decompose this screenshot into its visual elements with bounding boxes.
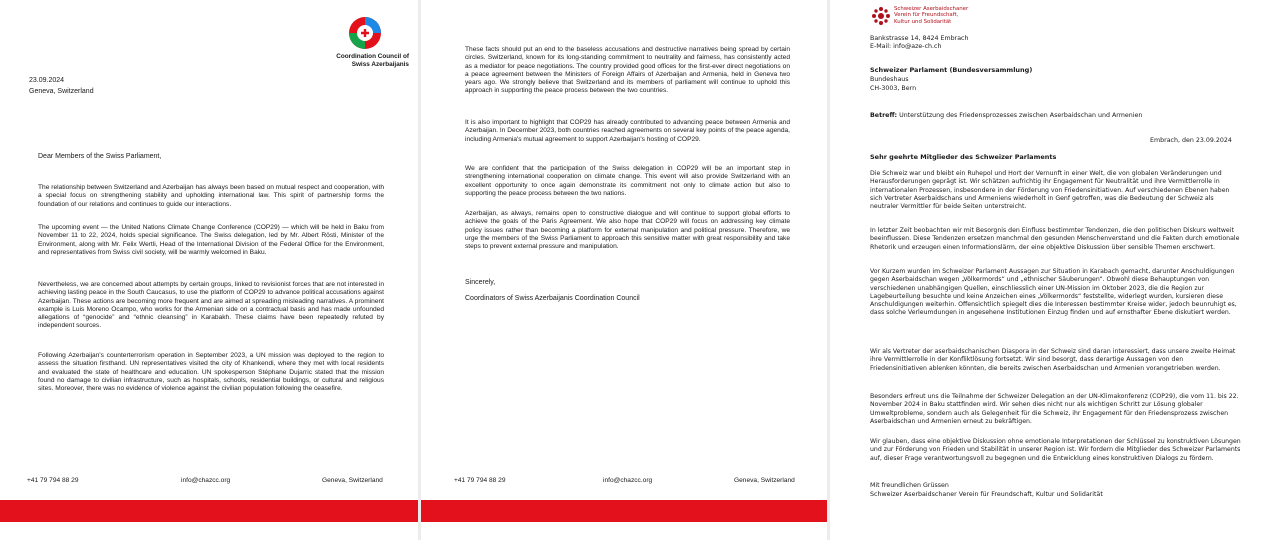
letter-page-1 [0, 0, 418, 540]
paragraph: The relationship between Switzerland and Azerbaijan has always been based on mutual respect and cooperation, with a special focus on strengthening stability and upholding international law. This spirit of partnership forms the foundation of our relations and continues to guide our interactions. [38, 184, 384, 208]
footer-email[interactable]: info@chazcc.org [181, 477, 231, 484]
paragraph: Azerbaijan, as always, remains open to constructive dialogue and will continue to support global efforts to achieve the goals of the Paris Agreement. We also hope that COP29 will focus on addressing key climate policy issues rather than becoming a platform for external manipulation and political pressure. Therefore, we urge the members of the Swiss Parliament to approach this sensitive matter with great responsibility and take steps to prevent external pressure and manipulation. [465, 210, 790, 251]
paragraph: Vor Kurzem wurden im Schweizer Parlament Aussagen zur Situation in Karabach gemacht, darunter Anschuldigungen gegen Aserbaidschan wegen „Völkermords“ und „ethnischer Säuberungen“. Obwohl diese Behauptungen von verschiedenen unabhängigen Quellen, einschliesslich einer UN-Mission im Oktober 2023, die die Region zur Lagebeurteilung besuchte und keine Anzeichen eines „Völkermords“ feststellte, widerlegt wurden, kursieren diese Anschuldigungen weiterhin. Offensichtlich spiegelt dies die Interessen bestimmter Kreise wider, jedoch beunruhigt es, dass solche Verleumdungen in angesehene Institutionen Einzug finden und auf ernsthafter Ebene diskutiert werden. [870, 268, 1237, 317]
letter-page-3 [830, 0, 1280, 540]
paragraph: We are confident that the participation of the Swiss delegation in COP29 will be an important step in strengthening international cooperation on climate change. This event will also provide Switzerland with an excellent opportunity to once again demonstrate its commitment not only to climate action but also to supporting the peace process between the two nations. [465, 165, 790, 197]
footer-red-bar [421, 500, 827, 522]
closing: Mit freundlichen Grüssen [870, 482, 949, 489]
footer-phone: +41 79 794 88 29 [27, 477, 79, 484]
footer-red-bar [0, 500, 418, 522]
footer-place: Geneva, Switzerland [734, 477, 795, 484]
closing: Sincerely, [465, 279, 496, 286]
org-name-line1: Coordination Council of [336, 53, 409, 60]
organization-name [319, 53, 409, 68]
subject-line [870, 111, 1142, 120]
letter-date: 23.09.2024 [29, 77, 65, 84]
sender-line: Schweizer Aserbaidschaner [894, 6, 969, 12]
sender-name [894, 6, 968, 25]
letter-page-2 [421, 0, 827, 540]
subject-text: Unterstützung des Friedensprozesses zwischen Aserbaidschan und Armenien [897, 112, 1143, 119]
paragraph: Wir glauben, dass eine objektive Diskussion ohne emotionale Interpretationen der Schlüssel zu konstruktiven Lösungen und zur Förderung von Frieden und Stabilität in unserer Region ist. Wir fordern die Mitglieder des Schweizer Parlaments auf, dieser Frage verantwortungsvoll zu begegnen und die Entwicklung eines konstruktiven Dialogs zu fördern. [870, 438, 1241, 462]
subject-label: Betreff: [870, 112, 898, 119]
footer-phone: +41 79 794 88 29 [454, 477, 506, 484]
org-name-line2: Swiss Azerbaijanis [351, 60, 409, 68]
paragraph: It is also important to highlight that COP29 has already contributed to advancing peace between Armenia and Azerbaijan. In December 2023, both countries reached agreements on several key points of the peace agenda, including Armenia's mutual agreement to support Azerbaijan's hosting of COP29. [465, 119, 790, 143]
letter-place: Geneva, Switzerland [29, 88, 94, 95]
footer-email[interactable]: info@chazcc.org [603, 477, 653, 484]
signature: Coordinators of Swiss Azerbaijanis Coordination Council [465, 295, 640, 302]
salutation: Sehr geehrte Mitglieder des Schweizer Parlaments [870, 153, 1057, 161]
paragraph: These facts should put an end to the baseless accusations and destructive narratives being spread by certain circles. Switzerland, known for its long-standing commitment to neutrality and fairness, has consistently acted as a mediator for peace negotiations. The country provided good offices for the first-ever direct negotiations on a peace agreement between the Ministers of Foreign Affairs of Azerbaijan and Armenia, held in Geneva two years ago. We strongly believe that Switzerland and its members of parliament will continue to uphold this approach in supporting the peace process between the two countries. [465, 46, 790, 95]
recipient-line2: Bundeshaus [870, 76, 909, 83]
salutation: Dear Members of the Swiss Parliament, [38, 153, 162, 160]
sender-line: Verein für Freundschaft, [894, 12, 959, 19]
paragraph: Die Schweiz war und bleibt ein Ruhepol und Hort der Vernunft in einer Welt, die von globalen Veränderungen und Herausforderungen geprägt ist. Wir schätzen aufrichtig ihr Engagement für Neutralität und ihre Vermittlerrolle in internationalen Prozessen, insbesondere in der Förderung von Friedensinitiativen. Auf verschiedenen Ebenen haben sich Vertreter Aserbaidschans und Armeniens wiederholt in Genf getroffen, was die Bedeutung der Schweiz als neutraler Vermittler für beide Seiten unterstreicht. [870, 170, 1230, 211]
paragraph: Nevertheless, we are concerned about attempts by certain groups, linked to revisionist forces that are not interested in achieving lasting peace in the South Caucasus, to use the platform of COP29 to advance political accusations against Azerbaijan. These actions are becoming more frequent and are aimed at spreading misleading narratives. A prominent example is Luis Moreno Ocampo, who works for the Armenian side on a contractual basis and has made unfounded allegations of “genocide” and “ethnic cleansing” in Karabakh. These claims have been repeatedly refuted by independent sources. [38, 281, 384, 330]
footer-place: Geneva, Switzerland [322, 477, 383, 484]
paragraph: Besonders erfreut uns die Teilnahme der Schweizer Delegation an der UN-Klimakonferenz (COP29), die vom 11. bis 22. November 2024 in Baku stattfinden wird. Wir sehen dies nicht nur als wichtigen Schritt zur Lösung globaler Umweltprobleme, sondern auch als Gelegenheit für die Schweiz, ihr Engagement für den Friedensprozess zwischen Aserbaidschan und Armenien erneut zu bekräftigen. [870, 393, 1239, 425]
paragraph: In letzter Zeit beobachten wir mit Besorgnis den Einfluss bestimmter Tendenzen, die den politischen Diskurs weltweit beeinflussen. Diese Tendenzen ersetzen manchmal den gesunden Menschenverstand und die Fakten durch emotionale Rhetorik und erzeugen einen Informationslärm, der eine objektive Diskussion über sensible Themen erschwert. [870, 227, 1240, 251]
association-logo-icon [871, 6, 891, 26]
signature: Schweizer Aserbaidschaner Verein für Freundschaft, Kultur und Solidarität [870, 491, 1103, 498]
sender-email[interactable]: E-Mail: info@aze-ch.ch [870, 43, 942, 50]
recipient-line1: Schweizer Parlament (Bundesversammlung) [870, 66, 1033, 74]
paragraph: Following Azerbaijan's counterterrorism operation in September 2023, a UN mission was deployed to the region to assess the situation firsthand. UN representatives visited the city of Khankendi, where they met with local residents and evaluated the state of healthcare and education. UN spokesperson Stéphane Dujarric stated that the mission found no damage to civilian infrastructure, such as hospitals, schools, residential buildings, or cultural and religious sites. Moreover, there was no evidence of violence against the civilian population following the ceasefire. [38, 352, 384, 393]
paragraph: Wir als Vertreter der aserbaidschanischen Diaspora in der Schweiz sind daran interessiert, dass unsere zweite Heimat ihre Vermittlerrolle in der Konfliktlösung fortsetzt. Wir sind besorgt, dass derartige Aussagen von den Friedensinitiativen ablenken könnten, die bereits zwischen Aserbaidschan und Armenien vorangetrieben werden. [870, 348, 1236, 372]
recipient-line3: CH-3003, Bern [870, 85, 917, 92]
sender-line: Kultur und Solidarität [894, 18, 952, 25]
council-logo-icon [347, 15, 383, 51]
paragraph: The upcoming event — the United Nations Climate Change Conference (COP29) — which will be held in Baku from November 11 to 22, 2024, holds special significance. The Swiss delegation, led by Mr. Albert Rösti, Minister of the Environment, along with Mr. Felix Wertli, Head of the International Division of the Federal Office for the Environment, and representatives from Swiss civil society, will be warmly welcomed in Baku. [38, 224, 384, 256]
sender-street: Bankstrasse 14, 8424 Embrach [870, 35, 969, 42]
date-line: Embrach, den 23.09.2024 [1150, 137, 1232, 144]
